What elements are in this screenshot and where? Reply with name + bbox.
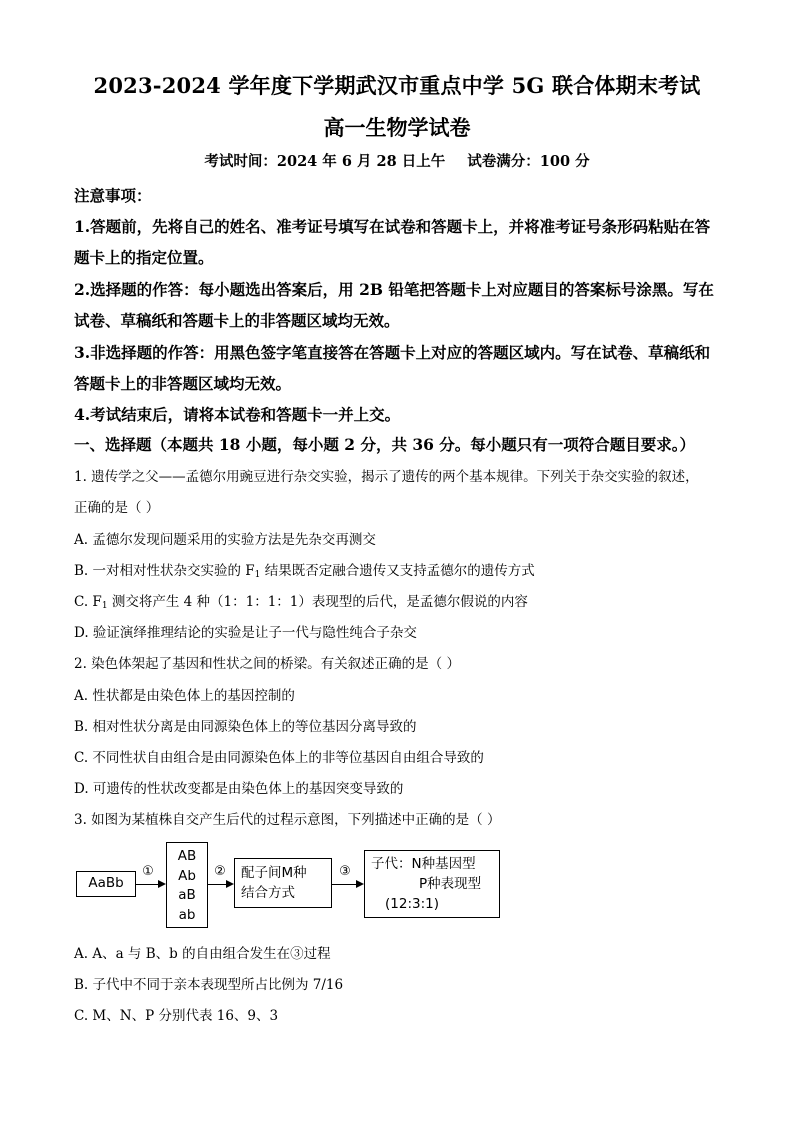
gamete-ab-1: AB: [177, 848, 197, 864]
q1-option-c: C. $F_1$ 测交将产生 4 种（1：1：1：1）表现型的后代，是孟德尔假说的内容: [74, 594, 528, 611]
q3-stem: 3. 如图为某植株自交产生后代的过程示意图，下列描述中正确的是（ ）: [74, 812, 501, 828]
note-4: 4.考试结束后，请将本试卷和答题卡一并上交。: [74, 405, 401, 424]
step-1-label: ①: [142, 864, 154, 879]
exam-title: 2023-2024 学年度下学期武汉市重点中学 5G 联合体期末考试: [93, 73, 701, 98]
q1-option-d: D. 验证演绎推理结论的实验是让子一代与隐性纯合子杂交: [74, 625, 417, 641]
section-heading: 一、选择题（本题共 18 小题，每小题 2 分，共 36 分。每小题只有一项符合题目要求。）: [74, 435, 696, 454]
gametes-box: [166, 842, 208, 928]
parent-genotype-box: AaBb: [76, 871, 136, 897]
arrow-3: [332, 884, 362, 885]
combination-line-2: 结合方式: [241, 885, 295, 901]
q2-option-a: A. 性状都是由染色体上的基因控制的: [74, 688, 295, 704]
note-3-line-1: 3.非选择题的作答：用黑色签字笔直接答在答题卡上对应的答题区域内。写在试卷、草稿纸和: [74, 343, 711, 362]
note-1-line-1: 1.答题前，先将自己的姓名、准考证号填写在试卷和答题卡上，并将准考证号条形码粘贴在答: [74, 217, 711, 236]
q3-option-b: B. 子代中不同于亲本表现型所占比例为 7/16: [74, 977, 344, 993]
q1-stem-line-2: 正确的是（ ）: [74, 500, 160, 516]
full-score: 试卷满分：100 分: [467, 153, 590, 170]
q3-option-c: C. M、N、P 分别代表 16、9、3: [74, 1008, 279, 1024]
q2-option-b: B. 相对性状分离是由同源染色体上的等位基因分离导致的: [74, 719, 417, 735]
offspring-line-2: P种表现型: [419, 876, 482, 892]
q2-option-c: C. 不同性状自由组合是由同源染色体上的非等位基因自由组合导致的: [74, 750, 484, 766]
q1-option-b: B. 一对相对性状杂交实验的 $F_1$ 结果既否定融合遗传又支持孟德尔的遗传方式: [74, 563, 535, 580]
offspring-line-1: 子代：N种基因型: [371, 856, 476, 872]
gamete-ab-2: Ab: [178, 867, 196, 884]
note-3-line-2: 答题卡上的非答题区域均无效。: [74, 374, 292, 393]
note-1-line-2: 题卡上的指定位置。: [74, 248, 214, 267]
notes-heading: 注意事项：: [74, 186, 152, 205]
combination-line-1: 配子间M种: [241, 865, 307, 881]
arrow-1: [136, 884, 164, 885]
q3-process-diagram: [74, 840, 514, 926]
gamete-ab-3: aB: [178, 887, 196, 903]
arrow-2: [208, 884, 232, 885]
q3-option-a: A. A、a 与 B、b 的自由组合发生在③过程: [74, 946, 331, 962]
exam-info: [0, 150, 794, 171]
offspring-ratio: (12:3:1): [385, 896, 439, 912]
exam-time: 考试时间：2024 年 6 月 28 日上午: [204, 153, 446, 170]
q1-option-a: A. 孟德尔发现问题采用的实验方法是先杂交再测交: [74, 532, 376, 548]
q2-stem: 2. 染色体架起了基因和性状之间的桥梁。有关叙述正确的是（ ）: [74, 656, 460, 672]
gamete-ab-4: ab: [178, 906, 196, 923]
note-2-line-2: 试卷、草稿纸和答题卡上的非答题区域均无效。: [74, 311, 400, 330]
combination-box: [234, 858, 332, 908]
exam-subtitle: 高一生物学试卷: [323, 115, 471, 140]
q2-option-d: D. 可遗传的性状改变都是由染色体上的基因突变导致的: [74, 781, 404, 797]
offspring-box: [364, 850, 500, 918]
note-2-line-1: 2.选择题的作答：每小题选出答案后，用 2B 铅笔把答题卡上对应题目的答案标号涂黑。写在: [74, 280, 714, 299]
step-2-label: ②: [214, 864, 226, 879]
step-3-label: ③: [339, 864, 351, 879]
q1-stem-line-1: 1. 遗传学之父——孟德尔用豌豆进行杂交实验，揭示了遗传的两个基本规律。下列关于杂交实验的叙述，: [74, 469, 699, 485]
